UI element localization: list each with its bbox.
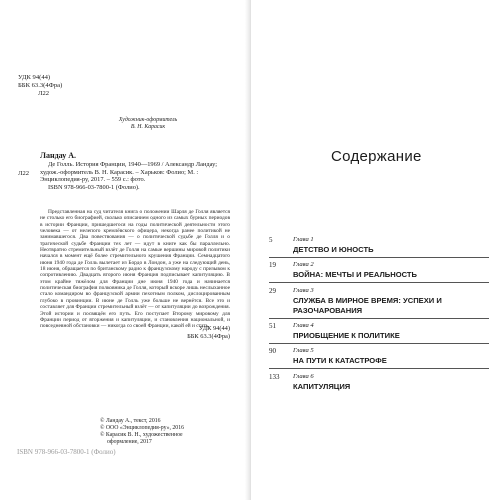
side-code: Л22: [18, 170, 30, 177]
copyright-line: © Ландау А., текст, 2016: [100, 418, 161, 424]
credit-role: Художник-оформитель: [118, 117, 178, 123]
right-page: [251, 0, 500, 500]
toc-chapter-label: Глава 4: [293, 322, 314, 329]
toc-page-number: 90: [269, 347, 276, 355]
toc-chapter-label: Глава 1: [293, 236, 314, 243]
toc-chapter-title: СЛУЖБА В МИРНОЕ ВРЕМЯ: УСПЕХИ И РАЗОЧАРОВАНИЯ: [293, 296, 442, 315]
catalog-isbn: ISBN 978-966-03-7800-1 (Фолио).: [48, 184, 140, 192]
annotation-text: Представленная на суд читателя книга о положении Шарля де Голля является не столько его биографией, сколько описанием одного из самых бурных периодов в истории Франции, пришедшегося на годы политической деятельности этого человека — от нелепого кремлёвского офицера, некогда ранее политикой не занимавшегося. Два повествования — о политической судьбе де Голля и о трагической судьбе Франции тех лет — идут в книге как бы параллельно. Неотвратно стремительный взлёт де Голля на самые вершины мировой политики начался в момент ещё более стремительного крушения Франции. Семнадцатого июня 1940 года де Голль вылетает из Бордо в Лондон, а уже на следующий день, 18 июня, обращается по британскому радио к французскому народу с призывом к сопротивлению. Двадцать второго июня Франция подписывает капитуляцию. В этом крайне тяжёлом для Франции дне июня 1940 года и начинается политическая биография полковника де Голля, который вскоре лишь неслыханное стало командиром во французской армии пехотным полком, дислоцированным глубоко в провинции. В июне де Голль уже больше не вернётся. Все это и составляет для Франции стремительный взлёт — от капитуляции до возрождения. Этой истории и посвящён его путь. Его поступает Второму мировому для Франции период от вторжения и капитуляции, и становления национальной, и повседневной обстановки — никогда со своей Франции, какой ей и стать.: [40, 209, 230, 330]
toc-chapter-title: НА ПУТИ К КАТАСТРОФЕ: [293, 356, 387, 365]
copyright-block: [100, 418, 240, 446]
left-page: [0, 0, 249, 500]
author-heading: Ландау А.: [40, 151, 76, 160]
toc-page-number: 51: [269, 322, 276, 330]
toc-page-number: 29: [269, 287, 276, 295]
catalog-card: [40, 161, 230, 192]
toc-divider: [269, 318, 489, 319]
bbk-code-bottom: ББК 63.3(4Фра): [187, 333, 230, 340]
toc-page-number: 19: [269, 261, 276, 269]
credit-name: В. Н. Карасик: [130, 124, 166, 130]
catalog-description: Де Голль. История Франции, 1940—1969 / Александр Ландау; худож.-оформитель В. Н. Карасик. – Харьков: Фолио; М. : Энциклопедия-ру, 2017. – 559 с.: фото.: [40, 161, 218, 184]
artist-credit: [108, 117, 188, 131]
toc-divider: [269, 257, 489, 258]
toc-chapter-title: ДЕТСТВО И ЮНОСТЬ: [293, 245, 374, 254]
catalog-code: Л22: [38, 90, 50, 97]
toc-chapter-title: ПРИОБЩЕНИЕ К ПОЛИТИКЕ: [293, 331, 400, 340]
toc-divider: [269, 343, 489, 344]
copyright-line: оформление, 2017: [107, 438, 152, 445]
toc-chapter-label: Глава 2: [293, 261, 314, 268]
toc-page-number: 5: [269, 236, 273, 244]
toc-chapter-title: КАПИТУЛЯЦИЯ: [293, 382, 351, 391]
contents-title: Содержание: [331, 148, 422, 165]
toc-chapter-label: Глава 6: [293, 373, 314, 380]
isbn-footer: ISBN 978-966-03-7800-1 (Фолио): [17, 448, 116, 456]
copyright-line: © ООО «Энциклопедия-ру», 2016: [100, 424, 185, 431]
bbk-code: ББК 63.3(4Фра): [18, 82, 63, 89]
toc-chapter-label: Глава 3: [293, 287, 314, 294]
toc-divider: [269, 368, 489, 369]
toc-page-number: 133: [269, 373, 280, 381]
bottom-codes: [160, 325, 230, 341]
udk-code-bottom: УДК 94(44): [198, 325, 230, 332]
toc-chapter-label: Глава 5: [293, 347, 314, 354]
toc-divider: [269, 282, 489, 283]
udk-code: УДК 94(44): [18, 74, 51, 81]
copyright-line: © Карасик В. Н., художественное: [100, 431, 183, 438]
toc-chapter-title: ВОЙНА: МЕЧТЫ И РЕАЛЬНОСТЬ: [293, 270, 418, 279]
